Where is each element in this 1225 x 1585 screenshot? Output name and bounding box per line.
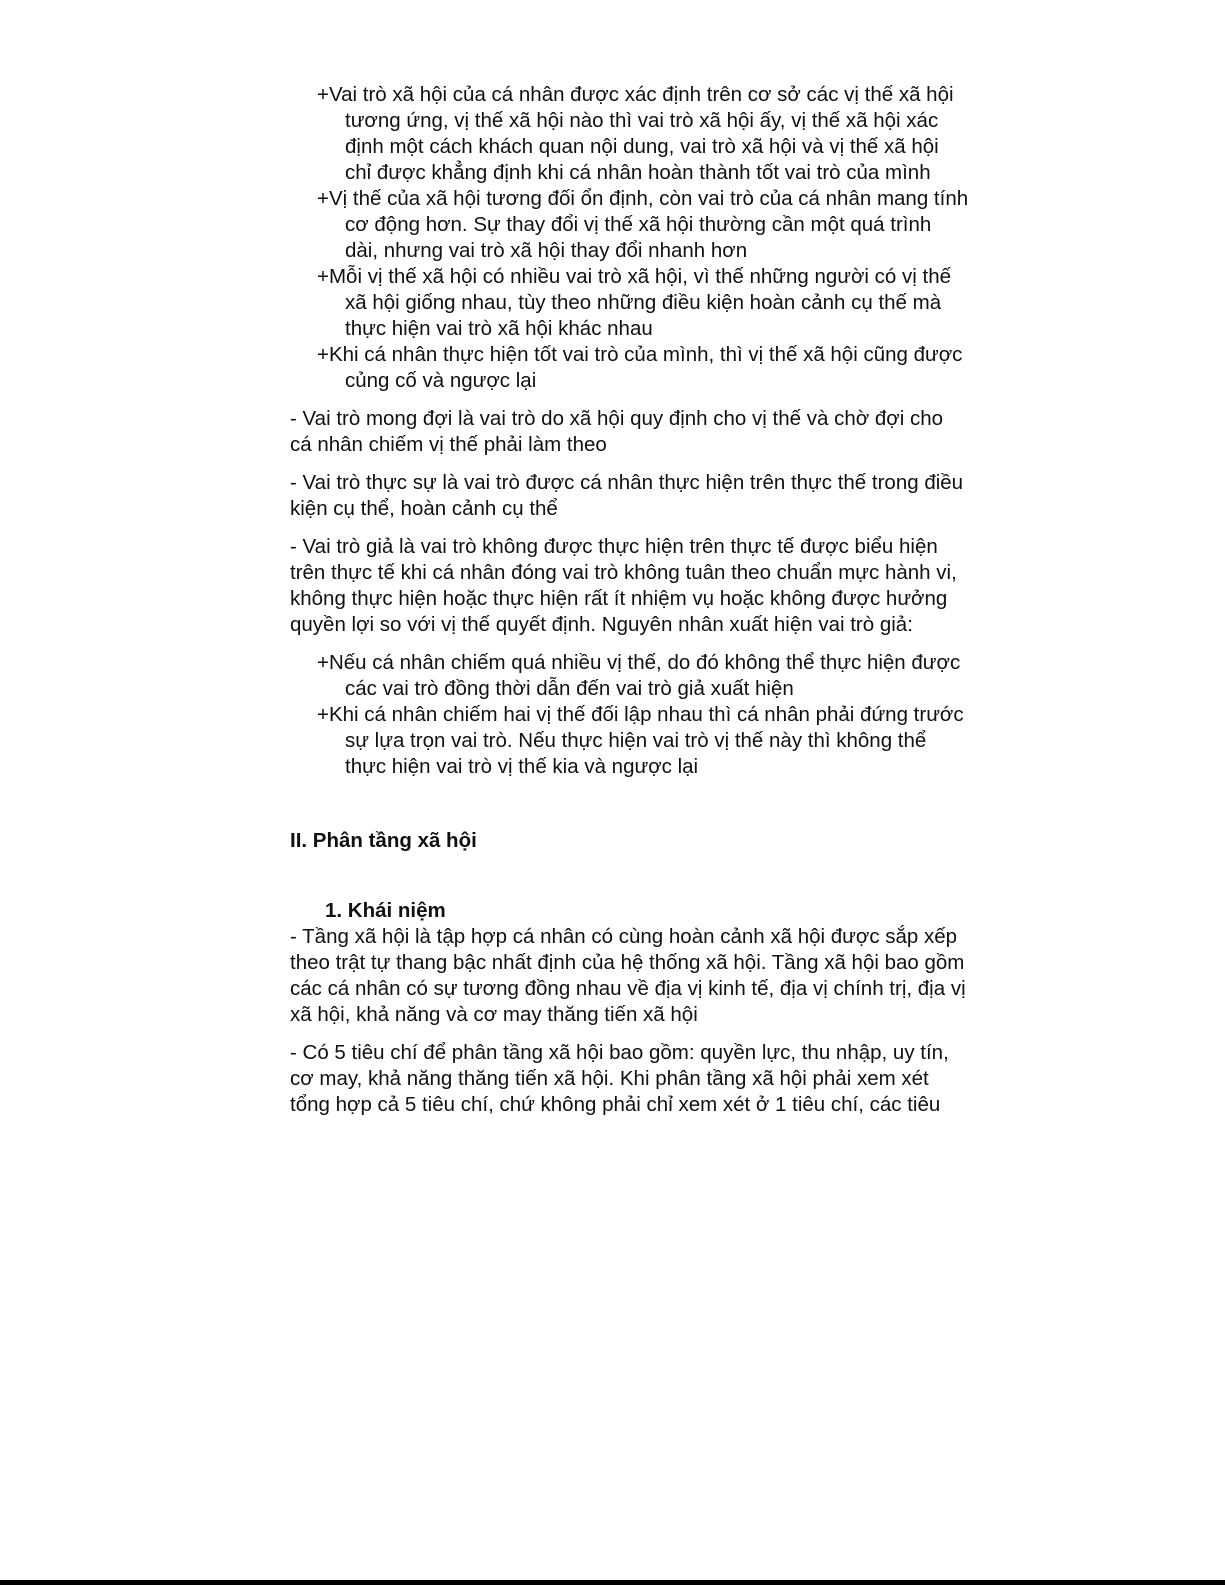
paragraph-actual-role: - Vai trò thực sự là vai trò được cá nhân thực hiện trên thực thế trong điều kiện cụ thể, hoàn cảnh cụ thể <box>290 471 964 520</box>
page-bottom-border <box>0 1580 1225 1585</box>
list-item: +Khi cá nhân thực hiện tốt vai trò của mình, thì vị thế xã hội cũng được củng cố và ngược lại <box>317 343 963 392</box>
paragraph-expected-role: - Vai trò mong đợi là vai trò do xã hội quy định cho vị thế và chờ đợi cho cá nhân chiếm vị thế phải làm theo <box>290 407 944 456</box>
paragraph-false-role: - Vai trò giả là vai trò không được thực hiện trên thực tế được biểu hiện trên thực tế khi cá nhân đóng vai trò không tuân theo chuẩn mực hành vi, không thực hiện hoặc thực hiện rất ít nhiệm vụ hoặc không được hưởng quyền lợi so với vị thế quyết định. Nguyên nhân xuất hiện vai trò giả: <box>290 535 957 636</box>
list-item: +Mỗi vị thế xã hội có nhiều vai trò xã hội, vì thế những người có vị thế xã hội giống nhau, tùy theo những điều kiện hoàn cảnh cụ thế mà thực hiện vai trò xã hội khác nhau <box>317 265 952 340</box>
paragraph-social-stratum-definition: - Tầng xã hội là tập hợp cá nhân có cùng hoàn cảnh xã hội được sắp xếp theo trật tự thang bậc nhất định của hệ thống xã hội. Tầng xã hội bao gồm các cá nhân có sự tương đồng nhau về địa vị kinh tế, địa vị chính trị, địa vị xã hội, khả năng và cơ may thăng tiến xã hội <box>290 925 966 1026</box>
paragraph-stratification-criteria: - Có 5 tiêu chí để phân tầng xã hội bao gồm: quyền lực, thu nhập, uy tín, cơ may, khả năng thăng tiến xã hội. Khi phân tầng xã hội phải xem xét tổng hợp cả 5 tiêu chí, chứ không phải chỉ xem xét ở 1 tiêu chí, các tiêu <box>290 1041 949 1116</box>
document-body <box>290 82 970 1130</box>
subsection-heading: 1. Khái niệm <box>325 899 446 922</box>
bullet-list-role-status <box>290 82 970 394</box>
list-item: +Khi cá nhân chiếm hai vị thế đối lập nhau thì cá nhân phải đứng trước sự lựa trọn vai trò. Nếu thực hiện vai trò vị thế này thì không thể thực hiện vai trò vị thế kia và ngược lại <box>317 703 964 778</box>
list-item: +Vai trò xã hội của cá nhân được xác định trên cơ sở các vị thế xã hội tương ứng, vị thế xã hội nào thì vai trò xã hội ấy, vị thế xã hội xác định một cách khách quan nội dung, vai trò xã hội và vị thế xã hội chỉ được khẳng định khi cá nhân hoàn thành tốt vai trò của mình <box>317 83 954 184</box>
list-item: +Vị thế của xã hội tương đối ổn định, còn vai trò của cá nhân mang tính cơ động hơn. Sự thay đổi vị thế xã hội thường cần một quá trình dài, nhưng vai trò xã hội thay đổi nhanh hơn <box>317 187 969 262</box>
section-heading: II. Phân tầng xã hội <box>290 829 477 852</box>
bullet-list-false-role-causes <box>290 650 970 780</box>
list-item: +Nếu cá nhân chiếm quá nhiều vị thế, do đó không thể thực hiện được các vai trò đồng thời dẫn đến vai trò giả xuất hiện <box>317 651 961 700</box>
